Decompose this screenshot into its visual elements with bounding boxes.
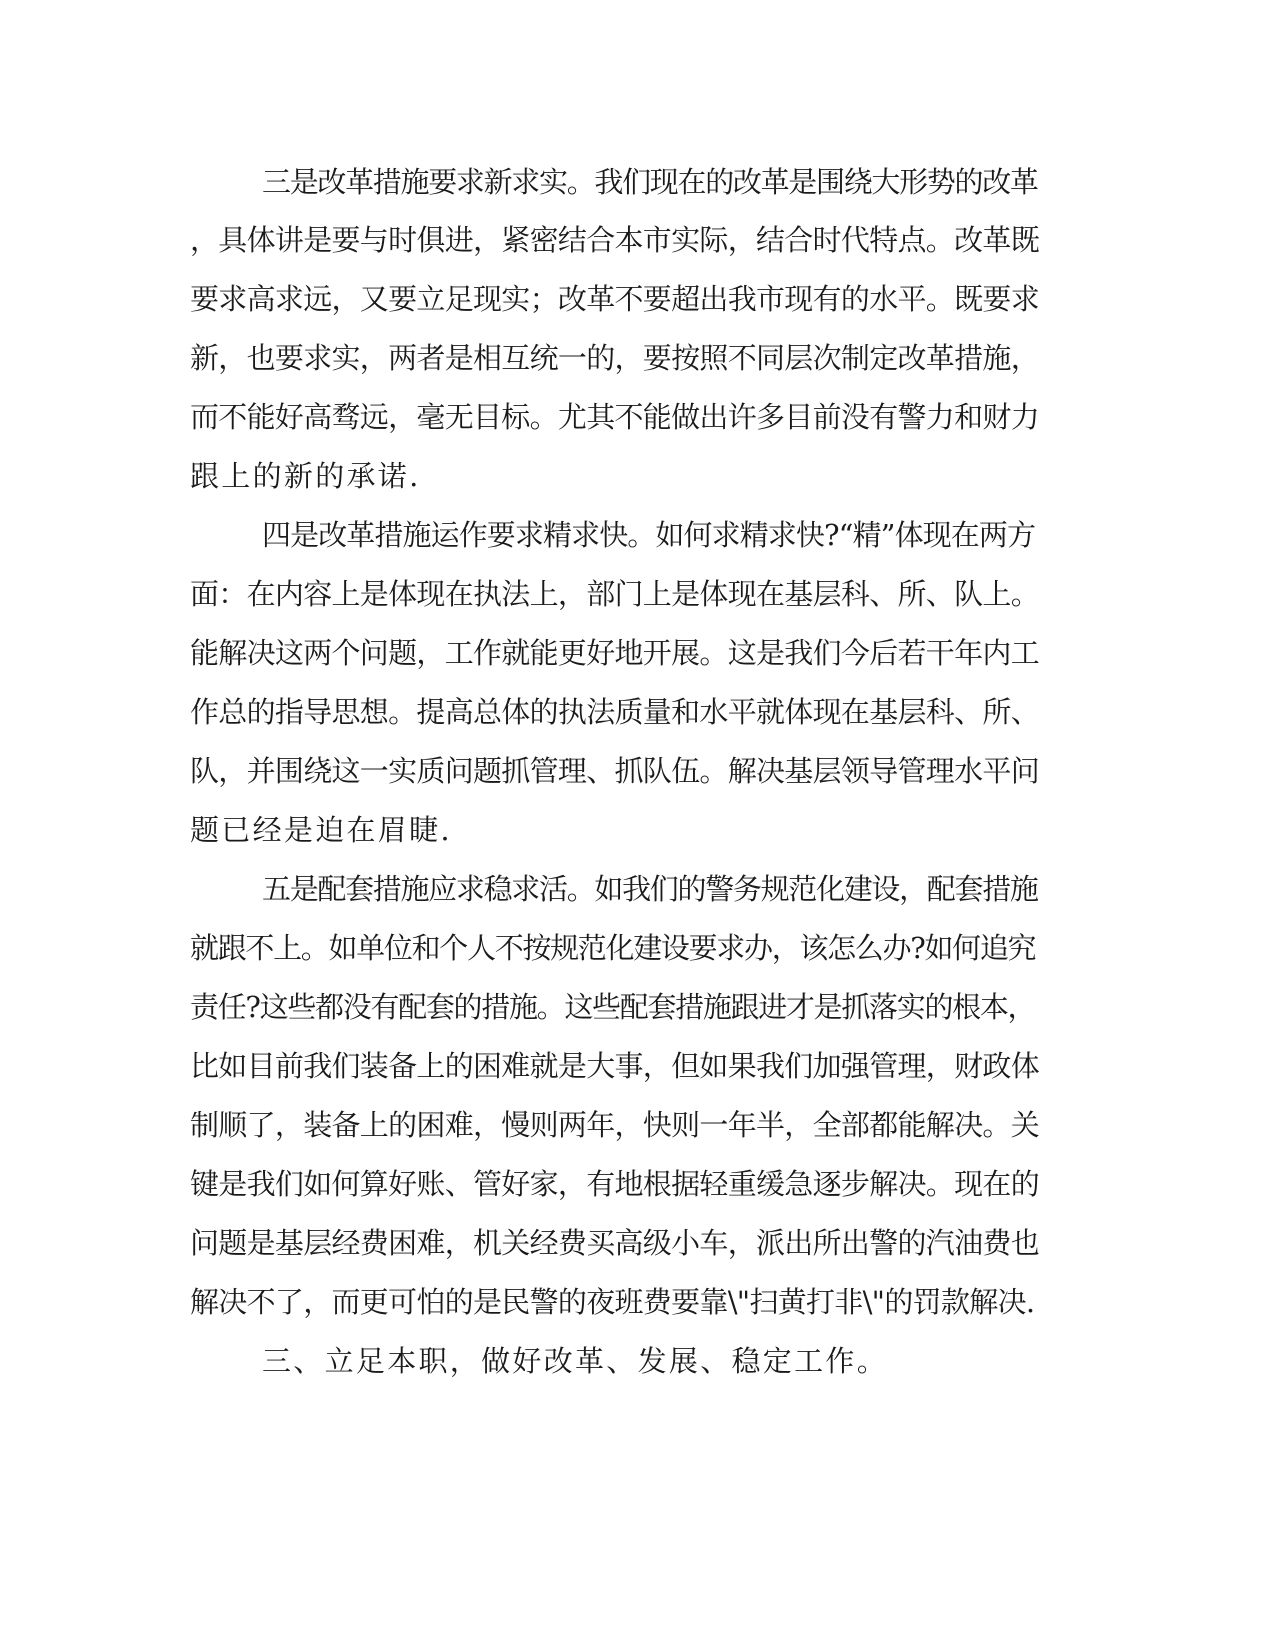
paragraph-4-line-3: 能解决这两个问题，工作就能更好地开展。这是我们今后若干年内工 — [190, 636, 1040, 670]
paragraph-5-line-5: 制顺了，装备上的困难，慢则两年，快则一年半，全部都能解决。关 — [190, 1108, 1040, 1142]
paragraph-4-line-6: 题已经是迫在眉睫. — [190, 813, 452, 847]
section-heading: 三、立足本职，做好改革、发展、稳定工作。 — [262, 1344, 889, 1378]
paragraph-5-line-1: 五是配套措施应求稳求活。如我们的警务规范化建设，配套措施 — [262, 872, 1038, 906]
paragraph-5-line-2: 就跟不上。如单位和个人不按规范化建设要求办，该怎么办?如何追究 — [190, 931, 1036, 965]
paragraph-4-line-5: 队，并围绕这一实质问题抓管理、抓队伍。解决基层领导管理水平问 — [190, 754, 1040, 788]
paragraph-5-line-8: 解决不了，而更可怕的是民警的夜班费要靠\"扫黄打非\"的罚款解决. — [190, 1285, 1035, 1319]
paragraph-3-line-5: 而不能好高骛远，毫无目标。尤其不能做出许多目前没有警力和财力 — [190, 400, 1040, 434]
paragraph-5-line-3: 责任?这些都没有配套的措施。这些配套措施跟进才是抓落实的根本， — [190, 990, 1036, 1024]
paragraph-3-line-6: 跟上的新的承诺. — [190, 459, 421, 493]
paragraph-3-line-4: 新，也要求实，两者是相互统一的，要按照不同层次制定改革措施， — [190, 341, 1040, 375]
paragraph-4-line-1: 四是改革措施运作要求精求快。如何求精求快?“精”体现在两方 — [262, 518, 1036, 552]
paragraph-3-line-1: 三是改革措施要求新求实。我们现在的改革是围绕大形势的改革 — [262, 165, 1038, 199]
paragraph-5-line-6: 键是我们如何算好账、管好家，有地根据轻重缓急逐步解决。现在的 — [190, 1167, 1040, 1201]
paragraph-4-line-4: 作总的指导思想。提高总体的执法质量和水平就体现在基层科、所、 — [190, 695, 1040, 729]
paragraph-4-line-2: 面：在内容上是体现在执法上，部门上是体现在基层科、所、队上。 — [190, 577, 1040, 611]
paragraph-5-line-4: 比如目前我们装备上的困难就是大事，但如果我们加强管理，财政体 — [190, 1049, 1040, 1083]
paragraph-5-line-7: 问题是基层经费困难，机关经费买高级小车，派出所出警的汽油费也 — [190, 1226, 1040, 1260]
paragraph-3-line-3: 要求高求远，又要立足现实；改革不要超出我市现有的水平。既要求 — [190, 282, 1040, 316]
paragraph-3-line-2: ，具体讲是要与时俱进，紧密结合本市实际，结合时代特点。改革既 — [190, 223, 1040, 257]
